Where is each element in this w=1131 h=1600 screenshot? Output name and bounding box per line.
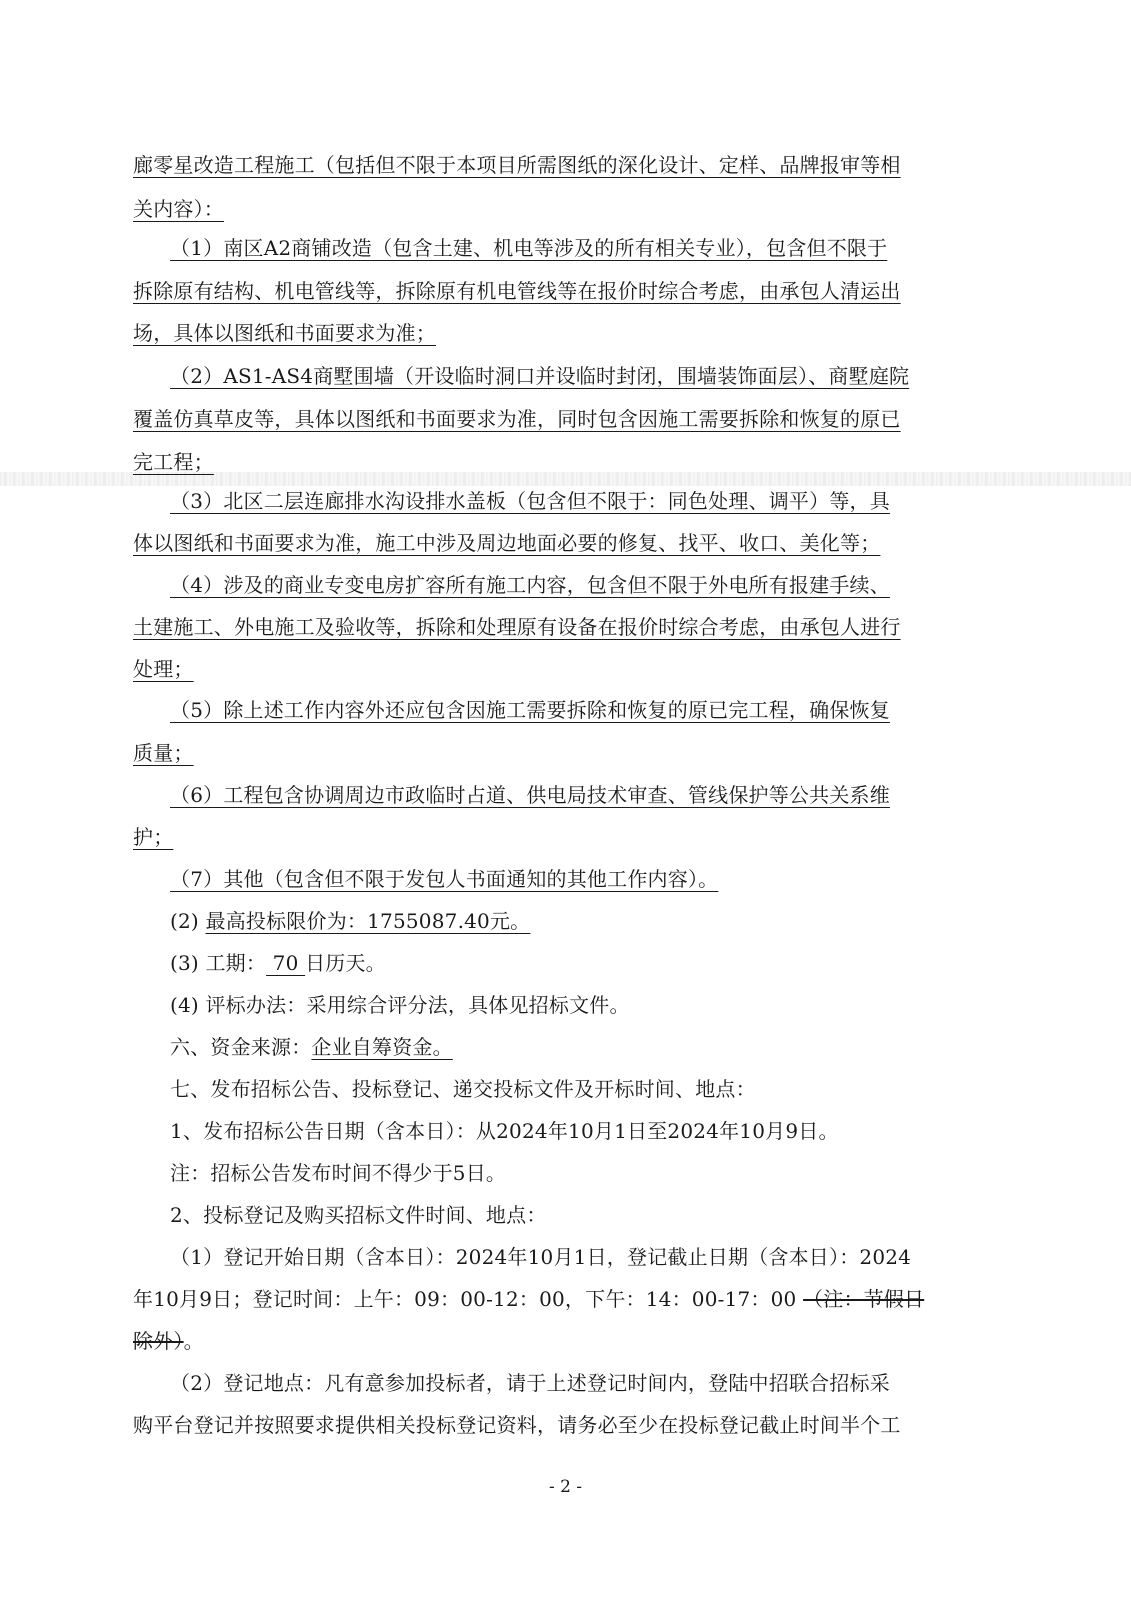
text-line: （2）登记地点：凡有意参加投标者，请于上述登记时间内，登陆中招联合招标采 xyxy=(170,1371,890,1395)
text-line: 拆除原有结构、机电管线等，拆除原有机电管线等在报价时综合考虑，由承包人清运出 xyxy=(133,279,901,303)
text-line: 完工程； xyxy=(133,450,214,474)
text-line: （3）北区二层连廊排水沟设排水盖板（包含但不限于：同色处理、调平）等，具 xyxy=(170,489,890,513)
fund-source-value: 企业自筹资金。 xyxy=(311,1035,453,1059)
fund-source-label: 六、资金来源： xyxy=(170,1035,312,1059)
registration-time-line xyxy=(133,1286,924,1312)
text-line: 处理； xyxy=(133,657,194,681)
duration-unit: 日历天。 xyxy=(305,951,386,975)
text-line: 廊零星改造工程施工（包括但不限于本项目所需图纸的深化设计、定样、品牌报审等相 xyxy=(133,153,901,177)
struck-note: （注：节假日 xyxy=(803,1287,925,1311)
text-line: （2）AS1-AS4商墅围墙（开设临时洞口并设临时封闭，围墙装饰面层）、商墅庭院 xyxy=(170,364,910,388)
section-heading: 七、发布招标公告、投标登记、递交投标文件及开标时间、地点： xyxy=(170,1077,756,1101)
duration-line xyxy=(170,950,386,976)
text-line: 质量； xyxy=(133,741,194,765)
fund-source-line xyxy=(170,1034,453,1060)
text-line: （5）除上述工作内容外还应包含因施工需要拆除和恢复的原已完工程，确保恢复 xyxy=(170,698,890,722)
text-line: 关内容）： xyxy=(133,197,224,221)
text-line: 购平台登记并按照要求提供相关投标登记资料，请务必至少在投标登记截止时间半个工 xyxy=(133,1413,901,1437)
registration-time-line-end xyxy=(133,1328,204,1354)
registration-time: 年10月9日；登记时间：上午：09：00-12：00，下午：14：00-17：00 xyxy=(133,1287,804,1311)
max-price-value: 最高投标限价为：1755087.40元。 xyxy=(205,909,531,933)
text-line: （1）登记开始日期（含本日）：2024年10月1日，登记截止日期（含本日）：2024 xyxy=(170,1245,912,1269)
text-line: （7）其他（包含但不限于发包人书面通知的其他工作内容）。 xyxy=(170,867,719,891)
text-line: 覆盖仿真草皮等，具体以图纸和书面要求为准，同时包含因施工需要拆除和恢复的原已 xyxy=(133,407,901,431)
text-line: 场，具体以图纸和书面要求为准； xyxy=(133,321,436,345)
text-line: 2、投标登记及购买招标文件时间、地点： xyxy=(170,1203,547,1227)
page-number: - 2 - xyxy=(548,1477,583,1497)
text-line: 注：招标公告发布时间不得少于5日。 xyxy=(170,1161,507,1185)
duration-label: (3) 工期： xyxy=(170,951,267,975)
text-line: 体以图纸和书面要求为准，施工中涉及周边地面必要的修复、找平、收口、美化等； xyxy=(133,531,881,555)
duration-value: 70 xyxy=(266,951,306,975)
struck-note: 除外） xyxy=(133,1329,184,1353)
text-line: （4）涉及的商业专变电房扩容所有施工内容，包含但不限于外电所有报建手续、 xyxy=(170,573,890,597)
item-number: (2) xyxy=(170,909,206,933)
text-line: 护； xyxy=(133,825,174,849)
text-line: 1、发布招标公告日期（含本日）：从2024年10月1日至2024年10月9日。 xyxy=(170,1119,839,1143)
text-line: 土建施工、外电施工及验收等，拆除和处理原有设备在报价时综合考虑，由承包人进行 xyxy=(133,615,901,639)
text-line: (4) 评标办法：采用综合评分法，具体见招标文件。 xyxy=(170,993,630,1017)
punctuation: 。 xyxy=(183,1329,204,1353)
text-line: （6）工程包含协调周边市政临时占道、供电局技术审查、管线保护等公共关系维 xyxy=(170,783,890,807)
max-price-line xyxy=(170,908,530,934)
text-line: （1）南区A2商铺改造（包含土建、机电等涉及的所有相关专业），包含但不限于 xyxy=(170,236,888,260)
